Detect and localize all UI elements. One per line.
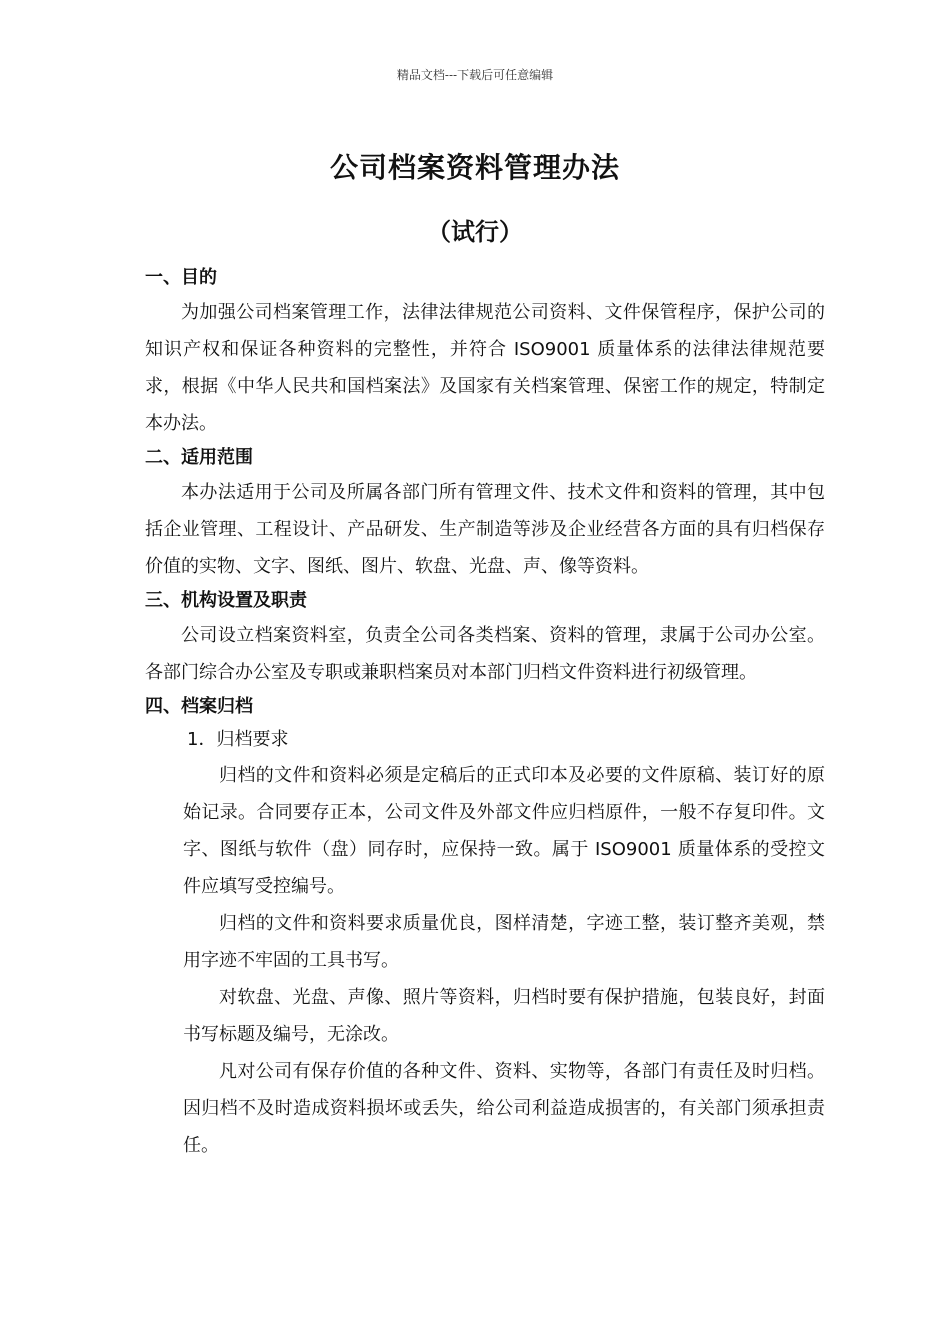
document-subtitle: （试行）: [427, 218, 523, 246]
subsection-body: [145, 757, 825, 1164]
section-paragraph: 归档的文件和资料必须是定稿后的正式印本及必要的文件原稿、装订好的原始记录。合同要存正本，公司文件及外部文件应归档原件，一般不存复印件。文字、图纸与软件（盘）同存时，应保持一致。属于 ISO9001 质量体系的受控文件应填写受控编号。: [183, 765, 825, 897]
section-heading: 二、适用范围: [145, 447, 253, 468]
section-organization: [145, 585, 825, 691]
section-heading: 四、档案归档: [145, 696, 253, 717]
section-archiving: [145, 691, 825, 1164]
section-paragraph: 本办法适用于公司及所属各部门所有管理文件、技术文件和资料的管理，其中包括企业管理、工程设计、产品研发、生产制造等涉及企业经营各方面的具有归档保存价值的实物、文字、图纸、图片、软盘、光盘、声、像等资料。: [145, 482, 825, 577]
header-note: 精品文档---下载后可任意编辑: [396, 68, 554, 82]
section-paragraph: 公司设立档案资料室，负责全公司各类档案、资料的管理，隶属于公司办公室。各部门综合办公室及专职或兼职档案员对本部门归档文件资料进行初级管理。: [145, 625, 825, 683]
section-heading: 一、目的: [145, 267, 217, 288]
section-purpose: [145, 262, 825, 442]
document-body: [145, 262, 825, 1164]
section-paragraph: 为加强公司档案管理工作，法律法律规范公司资料、文件保管程序，保护公司的知识产权和保证各种资料的完整性，并符合 ISO9001 质量体系的法律法律规范要求，根据《中华人民共和国档案法》及国家有关档案管理、保密工作的规定，特制定本办法。: [145, 302, 825, 434]
subsection-heading: 1．归档要求: [187, 729, 289, 750]
section-heading: 三、机构设置及职责: [145, 590, 307, 611]
section-paragraph: 归档的文件和资料要求质量优良，图样清楚，字迹工整，装订整齐美观，禁用字迹不牢固的工具书写。: [183, 913, 825, 971]
section-scope: [145, 442, 825, 585]
section-paragraph: 凡对公司有保存价值的各种文件、资料、实物等，各部门有责任及时归档。因归档不及时造成资料损坏或丢失，给公司利益造成损害的，有关部门须承担责任。: [183, 1061, 825, 1156]
document-title: 公司档案资料管理办法: [329, 151, 620, 184]
section-paragraph: 对软盘、光盘、声像、照片等资料，归档时要有保护措施，包装良好，封面书写标题及编号，无涂改。: [183, 987, 825, 1045]
